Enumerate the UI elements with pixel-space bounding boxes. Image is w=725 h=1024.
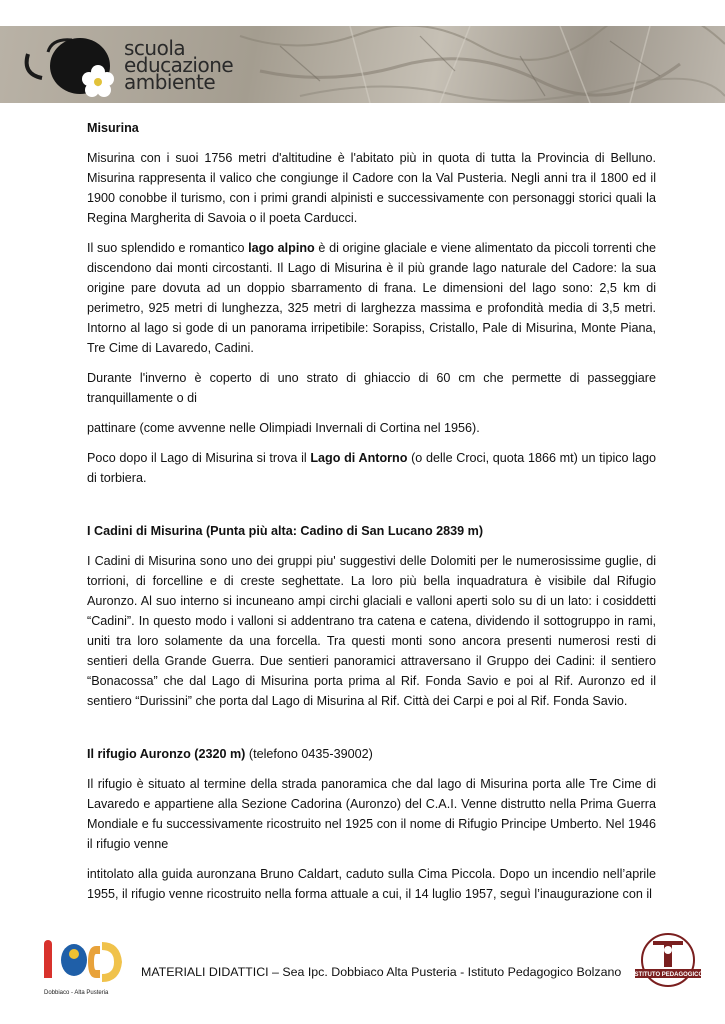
bold-text: lago alpino (248, 241, 315, 255)
bold-text: Il rifugio Auronzo (2320 m) (87, 747, 246, 761)
paragraph: pattinare (come avvenne nelle Olimpiadi Invernali di Cortina nel 1956). (87, 421, 480, 435)
paragraph: I Cadini di Misurina sono uno dei gruppi piu' suggestivi delle Dolomiti per le numerosissime guglie, di torrioni, di forcelline e di creste seghettate. La loro più bella inquadratura è visibile dal Rifugio Auronzo. Al suo interno si incuneano ampi circhi glaciali e valloni aperti solo su di un lato: i cosiddetti “Cadini”. In questo modo i valloni si addentrano tra catena e catena, dividendo il sottogruppo in rami, uniti tra loro solamente da una forcella. Tra questi monti sono ancora presenti numerosi resti di sentieri della Grande Guerra. Due sentieri panoramici attraversano il Gruppo dei Cadini: il sentiero “Bonacossa” che dal Lago di Misurina porta prima al Rif. Fonda Savio e poi al Rif. Auronzo ed il sentiero “Durissini” che porta dal Lago di Misurina al Rif. Città dei Carpi e poi al Rif. Fonda Savio. (87, 554, 656, 708)
paragraph (87, 448, 656, 488)
istituto-pedagogico-logo (633, 932, 703, 990)
header-banner (0, 26, 725, 103)
section-title-cadini: I Cadini di Misurina (Punta più alta: Cadino di San Lucano 2839 m) (87, 524, 484, 538)
logo-line: scuola (124, 36, 186, 60)
document-body (87, 118, 656, 914)
ipc-logo (40, 938, 130, 998)
logo-flower-icon (22, 32, 122, 102)
paragraph: Misurina con i suoi 1756 metri d'altitudine è l'abitato più in quota di tutta la Provincia di Belluno. Misurina rappresenta il valico che congiunge il Cadore con la Val Pusteria. Negli anni tra il 1800 ed il 1900 conobbe il turismo, con i primi grandi alpinisti e successivamente con personaggi storici quali la Regina Margherita di Savoia o il poeta Carducci. (87, 151, 656, 225)
paragraph: Il rifugio è situato al termine della strada panoramica che dal lago di Misurina porta alle Tre Cime di Lavaredo e appartiene alla Sezione Cadorina (Auronzo) del C.A.I. Venne distrutto nella Prima Guerra Mondiale e fu successivamente ricostruito nel 1925 con il nome di Rifugio Principe Umberto. Nel 1946 il rifugio venne (87, 777, 656, 851)
paragraph: Durante l'inverno è coperto di uno strato di ghiaccio di 60 cm che permette di passeggiare tranquillamente o di (87, 371, 656, 405)
logo-wordmark (124, 36, 234, 94)
bold-text: Lago di Antorno (310, 451, 408, 465)
text-span: (telefono 0435-39002) (245, 747, 373, 761)
section-title-auronzo (87, 744, 656, 764)
school-logo (22, 32, 122, 103)
section-title-misurina: Misurina (87, 121, 139, 135)
text-span: (o delle Croci, quota 1866 mt) un tipico lago di torbiera. (87, 451, 657, 485)
text-span: Il suo splendido e romantico (87, 241, 249, 255)
ipc-caption: Dobbiaco - Alta Pusteria (44, 990, 109, 996)
text-span: Poco dopo il Lago di Misurina si trova il (87, 451, 311, 465)
logo-line: ambiente (124, 70, 216, 94)
footer (0, 930, 725, 1024)
logo-line: educazione (124, 53, 234, 77)
paragraph (87, 238, 656, 358)
text-span: è di origine glaciale e viene alimentato da piccoli torrenti che discendono dai monti circostanti. Il Lago di Misurina è il più grande lago naturale del Cadore: la sua origine pare dovuta ad un doppio sbarramento di frana. Le dimensioni del lago sono: 2,5 km di perimetro, 925 metri di lunghezza, 325 metri di larghezza massima e profondità media di 3,5 metri. Intorno al lago si gode di un panorama irripetibile: Sorapiss, Cristallo, Pale di Misurina, Monte Piana, Tre Cime di Lavaredo, Cadini. (87, 241, 657, 355)
paragraph: intitolato alla guida auronzana Bruno Caldart, caduto sulla Cima Piccola. Dopo un incendio nell’aprile 1955, il rifugio venne ricostruito nella forma attuale a cui, il 14 luglio 1957, seguì l’inaugurazione con il (87, 867, 656, 901)
footer-text: MATERIALI DIDATTICI – Sea Ipc. Dobbiaco Alta Pusteria - Istituto Pedagogico Bolzano (141, 965, 622, 979)
istituto-logo-text: ISTITUTO PEDAGOGICO (633, 972, 703, 978)
